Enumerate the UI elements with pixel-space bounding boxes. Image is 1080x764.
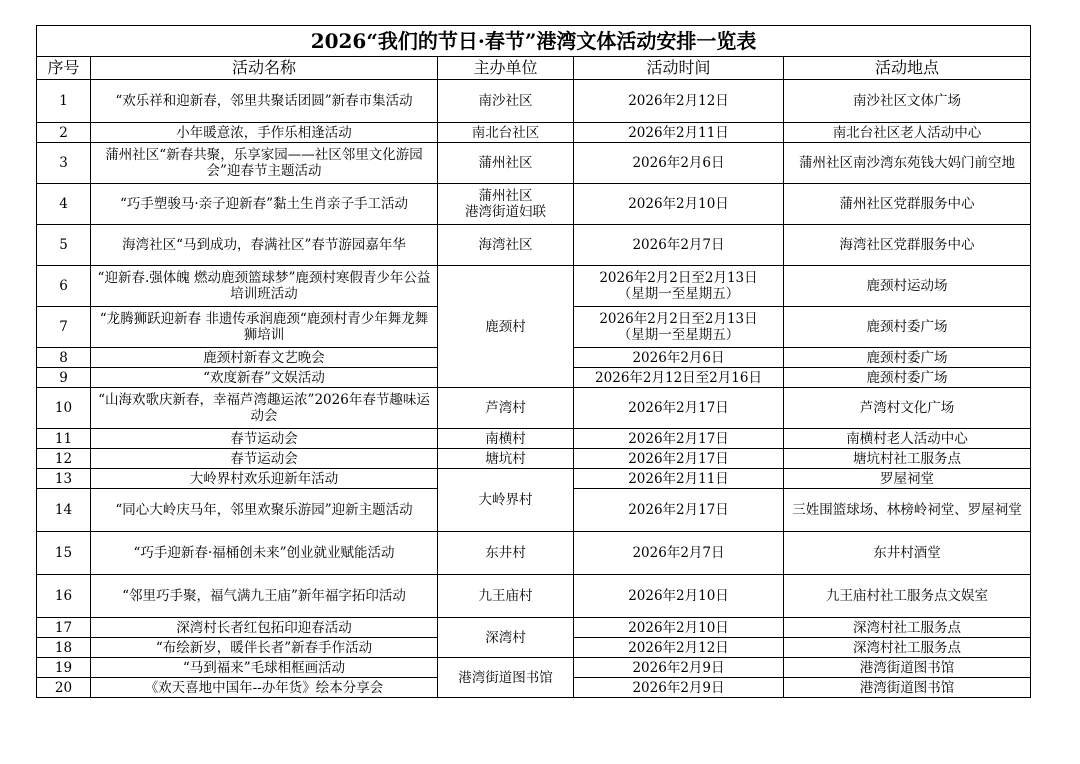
row-place: 港湾街道图书馆 [784, 658, 1031, 678]
row-time: 2026年2月2日至2月13日 （星期一至星期五） [574, 266, 784, 307]
table-row [37, 429, 1031, 449]
row-name: “欢乐祥和迎新春，邻里共聚话团圆”新春市集活动 [91, 80, 438, 123]
row-place: 芦湾村文化广场 [784, 388, 1031, 429]
row-time: 2026年2月12日至2月16日 [574, 368, 784, 388]
table-row [37, 449, 1031, 469]
row-name: “迎新春.强体魄 燃动鹿颈篮球梦”鹿颈村寒假青少年公益培训班活动 [91, 266, 438, 307]
row-time: 2026年2月17日 [574, 388, 784, 429]
row-name: “马到福来”毛球相框画活动 [91, 658, 438, 678]
table-row [37, 658, 1031, 678]
row-no: 11 [37, 429, 91, 449]
row-place: 鹿颈村委广场 [784, 368, 1031, 388]
header-time: 活动时间 [574, 57, 784, 80]
table-row [37, 388, 1031, 429]
table-row [37, 575, 1031, 618]
row-name: 深湾村长者红包拓印迎春活动 [91, 618, 438, 638]
row-time: 2026年2月6日 [574, 348, 784, 368]
row-name: 春节运动会 [91, 429, 438, 449]
row-no: 18 [37, 638, 91, 658]
row-place: 南北台社区老人活动中心 [784, 123, 1031, 143]
row-org: 蒲州社区 港湾街道妇联 [438, 184, 574, 225]
row-time: 2026年2月6日 [574, 143, 784, 184]
row-no: 8 [37, 348, 91, 368]
row-time: 2026年2月17日 [574, 429, 784, 449]
header-org: 主办单位 [438, 57, 574, 80]
row-org: 大岭界村 [438, 469, 574, 532]
row-time: 2026年2月11日 [574, 469, 784, 489]
row-place: 鹿颈村委广场 [784, 307, 1031, 348]
row-time: 2026年2月17日 [574, 489, 784, 532]
row-place: 南沙社区文体广场 [784, 80, 1031, 123]
row-no: 13 [37, 469, 91, 489]
row-no: 6 [37, 266, 91, 307]
row-no: 12 [37, 449, 91, 469]
row-org: 南横村 [438, 429, 574, 449]
row-no: 15 [37, 532, 91, 575]
row-name: 蒲州社区“新春共聚，乐享家园——社区邻里文化游园会”迎春节主题活动 [91, 143, 438, 184]
row-name: “同心大岭庆马年，邻里欢聚乐游园”迎新主题活动 [91, 489, 438, 532]
row-org: 塘坑村 [438, 449, 574, 469]
row-time: 2026年2月17日 [574, 449, 784, 469]
row-no: 7 [37, 307, 91, 348]
row-name: “龙腾狮跃迎新春 非遗传承润鹿颈“鹿颈村青少年舞龙舞狮培训 [91, 307, 438, 348]
row-no: 1 [37, 80, 91, 123]
row-no: 3 [37, 143, 91, 184]
row-time: 2026年2月12日 [574, 638, 784, 658]
row-name: 《欢天喜地中国年--办年货》绘本分享会 [91, 678, 438, 698]
row-time: 2026年2月9日 [574, 678, 784, 698]
table-row [37, 618, 1031, 638]
row-name: 春节运动会 [91, 449, 438, 469]
row-place: 罗屋祠堂 [784, 469, 1031, 489]
row-org: 鹿颈村 [438, 266, 574, 388]
row-name: “巧手塑骏马·亲子迎新春”黏土生肖亲子手工活动 [91, 184, 438, 225]
row-name: “巧手迎新春·福桶创未来”创业就业赋能活动 [91, 532, 438, 575]
row-org: 芦湾村 [438, 388, 574, 429]
header-name: 活动名称 [91, 57, 438, 80]
row-time: 2026年2月7日 [574, 225, 784, 266]
table-row [37, 80, 1031, 123]
row-org: 九王庙村 [438, 575, 574, 618]
row-no: 4 [37, 184, 91, 225]
row-place: 蒲州社区南沙湾东苑钱大妈门前空地 [784, 143, 1031, 184]
row-time: 2026年2月10日 [574, 618, 784, 638]
row-name: “山海欢歌庆新春，幸福芦湾趣运浓”2026年春节趣味运动会 [91, 388, 438, 429]
row-name: “邻里巧手聚，福气满九王庙”新年福字拓印活动 [91, 575, 438, 618]
row-name: “布绘新岁，暖伴长者”新春手作活动 [91, 638, 438, 658]
row-org: 深湾村 [438, 618, 574, 658]
header-no: 序号 [37, 57, 91, 80]
row-org: 东井村 [438, 532, 574, 575]
table-row [37, 532, 1031, 575]
header-row [37, 57, 1031, 80]
row-place: 塘坑村社工服务点 [784, 449, 1031, 469]
table-row [37, 469, 1031, 489]
row-org: 蒲州社区 [438, 143, 574, 184]
activity-schedule-table [36, 25, 1031, 698]
table-row [37, 123, 1031, 143]
row-no: 20 [37, 678, 91, 698]
row-name: 鹿颈村新春文艺晚会 [91, 348, 438, 368]
header-place: 活动地点 [784, 57, 1031, 80]
row-place: 深湾村社工服务点 [784, 618, 1031, 638]
row-place: 深湾村社工服务点 [784, 638, 1031, 658]
row-no: 19 [37, 658, 91, 678]
row-place: 九王庙村社工服务点文娱室 [784, 575, 1031, 618]
row-time: 2026年2月9日 [574, 658, 784, 678]
table-title: 2026“我们的节日·春节”港湾文体活动安排一览表 [37, 26, 1031, 57]
row-place: 南横村老人活动中心 [784, 429, 1031, 449]
row-time: 2026年2月11日 [574, 123, 784, 143]
row-place: 东井村酒堂 [784, 532, 1031, 575]
table-row [37, 143, 1031, 184]
table-row [37, 184, 1031, 225]
row-time: 2026年2月10日 [574, 184, 784, 225]
row-place: 港湾街道图书馆 [784, 678, 1031, 698]
row-no: 14 [37, 489, 91, 532]
row-org: 海湾社区 [438, 225, 574, 266]
row-no: 17 [37, 618, 91, 638]
row-place: 鹿颈村委广场 [784, 348, 1031, 368]
row-no: 16 [37, 575, 91, 618]
row-name: 海湾社区“马到成功，春满社区”春节游园嘉年华 [91, 225, 438, 266]
row-org: 港湾街道图书馆 [438, 658, 574, 698]
row-place: 三姓围篮球场、林榜岭祠堂、罗屋祠堂 [784, 489, 1031, 532]
table-row [37, 225, 1031, 266]
row-place: 海湾社区党群服务中心 [784, 225, 1031, 266]
row-time: 2026年2月10日 [574, 575, 784, 618]
row-org: 南北台社区 [438, 123, 574, 143]
row-time: 2026年2月7日 [574, 532, 784, 575]
row-place: 蒲州社区党群服务中心 [784, 184, 1031, 225]
row-time: 2026年2月2日至2月13日 （星期一至星期五） [574, 307, 784, 348]
row-name: 小年暖意浓，手作乐相逢活动 [91, 123, 438, 143]
row-name: “欢度新春”文娱活动 [91, 368, 438, 388]
row-time: 2026年2月12日 [574, 80, 784, 123]
row-no: 2 [37, 123, 91, 143]
table-row [37, 266, 1031, 307]
row-org: 南沙社区 [438, 80, 574, 123]
row-place: 鹿颈村运动场 [784, 266, 1031, 307]
row-name: 大岭界村欢乐迎新年活动 [91, 469, 438, 489]
row-no: 5 [37, 225, 91, 266]
row-no: 9 [37, 368, 91, 388]
row-no: 10 [37, 388, 91, 429]
